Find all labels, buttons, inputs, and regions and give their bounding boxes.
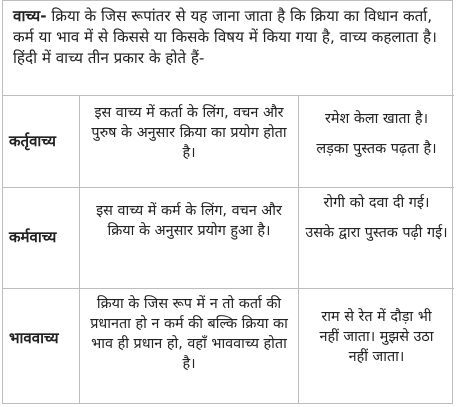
term-kartrivachya: कर्तृवाच्य bbox=[9, 132, 56, 150]
intro-text: क्रिया के जिस रूपांतर से यह जाना जाता है कि क्रिया का विधान कर्ता, कर्म या भाव में से किससे या किसके विषय में किया गया है, वाच्य कहलाता है। हिंदी में वाच्य तीन प्रकार के होते हैं- bbox=[13, 7, 437, 67]
term-bhavvachya: भाववाच्य bbox=[9, 329, 59, 347]
intro-label: वाच्य- bbox=[13, 7, 47, 25]
row-divider bbox=[3, 187, 454, 188]
example-line: रमेश केला खाता है। bbox=[324, 111, 429, 127]
intro-paragraph bbox=[3, 1, 454, 95]
example-line: उसके द्वारा पुस्तक पढ़ी गई। bbox=[305, 225, 448, 241]
desc-kartrivachya: इस वाच्य में कर्ता के लिंग, वचन और पुरुष के अनुसार क्रिया का प्रयोग होता है। bbox=[91, 105, 287, 161]
row-divider bbox=[3, 95, 454, 96]
term-karmavachya: कर्मवाच्य bbox=[9, 228, 57, 246]
example-line: रोगी को दवा दी गई। bbox=[323, 195, 430, 211]
examples-kartrivachya bbox=[299, 109, 454, 159]
desc-karmavachya: इस वाच्य में कर्म के लिंग, वचन और क्रिया के अनुसार प्रयोग हुआ है। bbox=[96, 203, 282, 239]
example-line: राम से रेत में दौड़ा भी नहीं जाता। मुझसे उठा नहीं जाता। bbox=[319, 309, 434, 365]
vachya-table bbox=[2, 0, 453, 404]
row-divider bbox=[3, 288, 454, 289]
examples-bhavvachya bbox=[299, 307, 454, 367]
desc-bhavvachya: क्रिया के जिस रूप में न तो कर्ता की प्रधानता हो न कर्म की बल्कि क्रिया का भाव ही प्रधान हो, वहाँ भाववाच्य होता है। bbox=[90, 296, 288, 372]
examples-karmavachya bbox=[299, 193, 454, 243]
example-line: लड़का पुस्तक पढ़ता है। bbox=[316, 141, 437, 157]
